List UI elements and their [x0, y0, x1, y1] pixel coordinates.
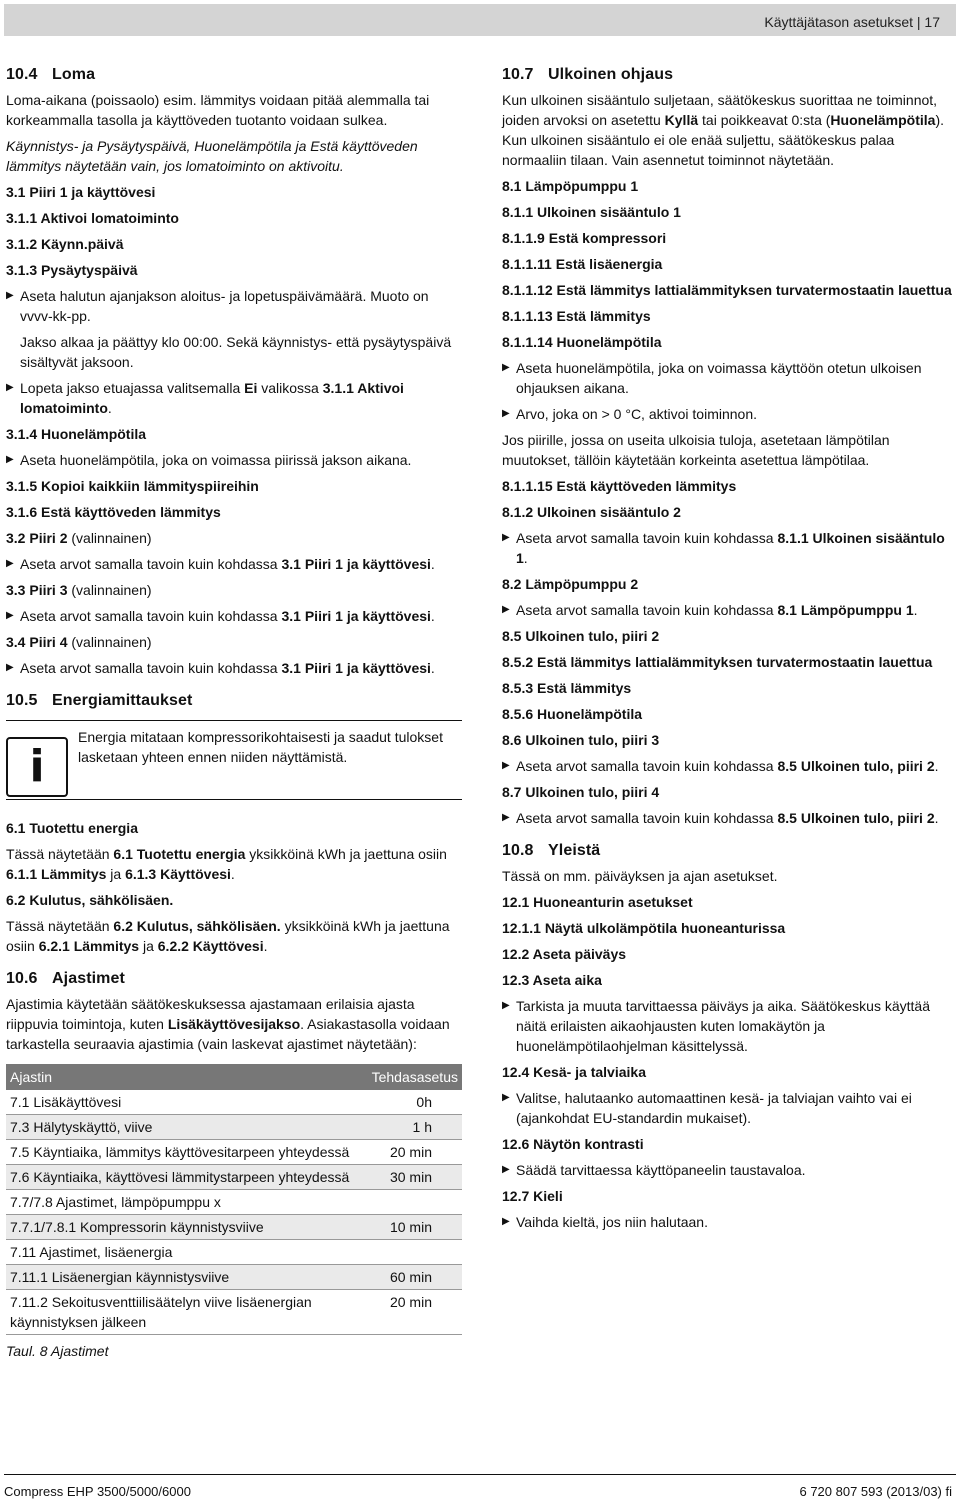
- subheading: 12.4 Kesä- ja talviaika: [502, 1064, 646, 1080]
- table-header-timer: Ajastin: [6, 1064, 368, 1090]
- subheading: 8.1.1.13 Estä lämmitys: [502, 308, 651, 324]
- subheading: 8.1.1.9 Estä kompressori: [502, 230, 667, 246]
- table-row: 7.11.1 Lisäenergian käynnistysviive 60 min: [6, 1265, 462, 1290]
- paragraph: Loma-aikana (poissaolo) esim. lämmitys voidaan pitää alemmalla tai korkeammalla tasolla ja käyttöveden tuotanto voidaan sulkea.: [6, 92, 430, 128]
- table-header-default: Tehdasasetus: [368, 1064, 462, 1090]
- paragraph: Tässä on mm. päiväyksen ja ajan asetukset.: [502, 868, 778, 884]
- paragraph: Jos piirille, jossa on useita ulkoisia tuloja, asetetaan lämpötilan muutokset, tällöin käytetään korkeinta asetettua lämpötilaa.: [502, 432, 890, 468]
- section-10-4-title: 10.4 Loma: [6, 66, 96, 83]
- subheading: 12.6 Näytön kontrasti: [502, 1136, 644, 1152]
- info-text: Energia mitataan kompressorikohtaisesti ja saadut tulokset lasketaan yhteen ennen niiden näyttämistä.: [78, 729, 443, 765]
- subheading: 3.3 Piiri 3 (valinnainen): [6, 582, 152, 598]
- header-bar: [4, 4, 956, 36]
- bullet-item: ▶ Aseta arvot samalla tavoin kuin kohdassa 3.1 Piiri 1 ja käyttövesi.: [6, 606, 462, 626]
- table-row: 7.11.2 Sekoitusventtiilisäätelyn viive lisäenergian käynnistyksen jälkeen 20 min: [6, 1290, 462, 1335]
- subheading: 3.1 Piiri 1 ja käyttövesi: [6, 184, 156, 200]
- subheading: 12.1 Huoneanturin asetukset: [502, 894, 693, 910]
- paragraph: Tässä näytetään 6.2 Kulutus, sähkölisäen. yksikköinä kWh ja jaettuna osiin 6.2.1 Lämmitys ja 6.2.2 Käyttövesi.: [6, 918, 450, 954]
- bullet-item: ▶ Aseta huonelämpötila, joka on voimassa piirissä jakson aikana.: [6, 450, 462, 470]
- bullet-continuation: Jakso alkaa ja päättyy klo 00:00. Sekä käynnistys- että pysäytyspäivä sisältyvät jaksoon.: [20, 334, 452, 370]
- table-row: 7.5 Käyntiaika, lämmitys käyttövesitarpeen yhteydessä 20 min: [6, 1140, 462, 1165]
- subheading: 12.3 Aseta aika: [502, 972, 602, 988]
- paragraph: Ajastimia käytetään säätökeskuksessa ajastamaan erilaisia ajasta riippuvia toimintoja, kuten Lisäkäyttövesijakso. Asiakastasolla voidaan tarkastella seuraavia ajastimia (vain laskevat ajastimet näytetään):: [6, 996, 450, 1052]
- bullet-item: ▶ Aseta arvot samalla tavoin kuin kohdassa 3.1 Piiri 1 ja käyttövesi.: [6, 554, 462, 574]
- subheading: 3.1.6 Estä käyttöveden lämmitys: [6, 504, 221, 520]
- info-icon: i: [6, 737, 68, 797]
- bullet-item: ▶ Aseta arvot samalla tavoin kuin kohdassa 3.1 Piiri 1 ja käyttövesi.: [6, 658, 462, 678]
- section-10-7-title: 10.7 Ulkoinen ohjaus: [502, 66, 674, 83]
- bullet-item: ▶ Aseta arvot samalla tavoin kuin kohdassa 8.1 Lämpöpumppu 1.: [502, 600, 958, 620]
- bullet-item: ▶ Valitse, halutaanko automaattinen kesä- ja talviajan vaihto vai ei (ajankohdat EU-standardin mukaiset).: [502, 1088, 958, 1128]
- table-caption: Taul. 8 Ajastimet: [6, 1343, 109, 1359]
- subheading: 3.1.4 Huonelämpötila: [6, 426, 147, 442]
- footer-doc-number: 6 720 807 593 (2013/03) fi: [799, 1484, 952, 1499]
- subheading: 8.1.2 Ulkoinen sisääntulo 2: [502, 504, 681, 520]
- subheading: 3.1.2 Käynn.päivä: [6, 236, 124, 252]
- section-10-6-title: 10.6 Ajastimet: [6, 970, 125, 987]
- subheading: 3.2 Piiri 2 (valinnainen): [6, 530, 152, 546]
- bullet-item: ▶ Säädä tarvittaessa käyttöpaneelin taustavaloa.: [502, 1160, 958, 1180]
- subheading: 8.7 Ulkoinen tulo, piiri 4: [502, 784, 660, 800]
- bullet-item: ▶ Aseta arvot samalla tavoin kuin kohdassa 8.5 Ulkoinen tulo, piiri 2.: [502, 756, 958, 776]
- bullet-item: ▶ Aseta arvot samalla tavoin kuin kohdassa 8.1.1 Ulkoinen sisääntulo 1.: [502, 528, 958, 568]
- table-row: 7.6 Käyntiaika, käyttövesi lämmitystarpeen yhteydessä 30 min: [6, 1165, 462, 1190]
- table-row: 7.7/7.8 Ajastimet, lämpöpumppu x: [6, 1190, 462, 1215]
- subheading: 8.5 Ulkoinen tulo, piiri 2: [502, 628, 660, 644]
- section-10-8-title: 10.8 Yleistä: [502, 842, 601, 859]
- subheading: 12.1.1 Näytä ulkolämpötila huoneanturissa: [502, 920, 786, 936]
- subheading: 8.1 Lämpöpumppu 1: [502, 178, 639, 194]
- subheading: 8.1.1.15 Estä käyttöveden lämmitys: [502, 478, 737, 494]
- bullet-item: ▶ Vaihda kieltä, jos niin halutaan.: [502, 1212, 958, 1232]
- bullet-item: ▶ Lopeta jakso etuajassa valitsemalla Ei valikossa 3.1.1 Aktivoi lomatoiminto.: [6, 378, 462, 418]
- table-row: 7.3 Hälytyskäyttö, viive 1 h: [6, 1115, 462, 1140]
- bullet-item: ▶ Arvo, joka on > 0 °C, aktivoi toiminnon.: [502, 404, 958, 424]
- paragraph: Käynnistys- ja Pysäytyspäivä, Huonelämpötila ja Estä käyttöveden lämmitys näytetään vain, jos lomatoiminto on aktivoitu.: [6, 138, 418, 174]
- footer-product: Compress EHP 3500/5000/6000: [4, 1484, 191, 1499]
- info-box: [6, 720, 462, 800]
- right-column: [502, 66, 958, 1238]
- table-row: 7.7.1/7.8.1 Kompressorin käynnistysviive 10 min: [6, 1215, 462, 1240]
- subheading: 8.5.6 Huonelämpötila: [502, 706, 643, 722]
- subheading: 8.6 Ulkoinen tulo, piiri 3: [502, 732, 660, 748]
- subheading: 3.1.5 Kopioi kaikkiin lämmityspiireihin: [6, 478, 259, 494]
- subheading: 12.7 Kieli: [502, 1188, 563, 1204]
- subheading: 12.2 Aseta päiväys: [502, 946, 627, 962]
- bullet-item: ▶ Aseta huonelämpötila, joka on voimassa käyttöön otetun ulkoisen ohjauksen aikana.: [502, 358, 958, 398]
- subheading: 8.1.1.14 Huonelämpötila: [502, 334, 662, 350]
- subheading: 6.2 Kulutus, sähkölisäen.: [6, 892, 174, 908]
- subheading: 8.2 Lämpöpumppu 2: [502, 576, 639, 592]
- table-row: 7.11 Ajastimet, lisäenergia: [6, 1240, 462, 1265]
- timers-table: [6, 1064, 462, 1335]
- subheading: 8.1.1 Ulkoinen sisääntulo 1: [502, 204, 681, 220]
- bullet-item: ▶ Aseta arvot samalla tavoin kuin kohdassa 8.5 Ulkoinen tulo, piiri 2.: [502, 808, 958, 828]
- subheading: 8.5.2 Estä lämmitys lattialämmityksen turvatermostaatin lauettua: [502, 654, 933, 670]
- bullet-item: ▶ Aseta halutun ajanjakson aloitus- ja lopetuspäivämäärä. Muoto on vvvv-kk-pp.: [6, 286, 462, 326]
- left-column: [6, 66, 462, 1359]
- page-header-text: Käyttäjätason asetukset | 17: [764, 14, 940, 30]
- section-10-5-title: 10.5 Energiamittaukset: [6, 692, 193, 709]
- subheading: 8.1.1.11 Estä lisäenergia: [502, 256, 663, 272]
- subheading: 8.5.3 Estä lämmitys: [502, 680, 632, 696]
- bullet-item: ▶ Tarkista ja muuta tarvittaessa päiväys ja aika. Säätökeskus käyttää näitä erilaisten aikaohjausten kuten lomakäytön ja huonelämpötilaohjelman käsittelyssä.: [502, 996, 958, 1056]
- footer-divider: [4, 1474, 956, 1475]
- subheading: 3.4 Piiri 4 (valinnainen): [6, 634, 152, 650]
- subheading: 8.1.1.12 Estä lämmitys lattialämmityksen turvatermostaatin lauettua: [502, 282, 952, 298]
- table-row: 7.1 Lisäkäyttövesi 0h: [6, 1090, 462, 1115]
- paragraph: Kun ulkoinen sisääntulo suljetaan, säätökeskus suorittaa ne toiminnot, joiden arvoksi on asetettu Kyllä tai poikkeavat 0:sta (Huonelämpötila). Kun ulkoinen sisääntulo ei ole enää suljettu, säätökeskus palaa normaaliin tilaan. Vain asennetut toiminnot näytetään.: [502, 92, 944, 168]
- paragraph: Tässä näytetään 6.1 Tuotettu energia yksikköinä kWh ja jaettuna osiin 6.1.1 Lämmitys ja 6.1.3 Käyttövesi.: [6, 846, 447, 882]
- subheading: 3.1.3 Pysäytyspäivä: [6, 262, 138, 278]
- subheading: 6.1 Tuotettu energia: [6, 820, 138, 836]
- subheading: 3.1.1 Aktivoi lomatoiminto: [6, 210, 179, 226]
